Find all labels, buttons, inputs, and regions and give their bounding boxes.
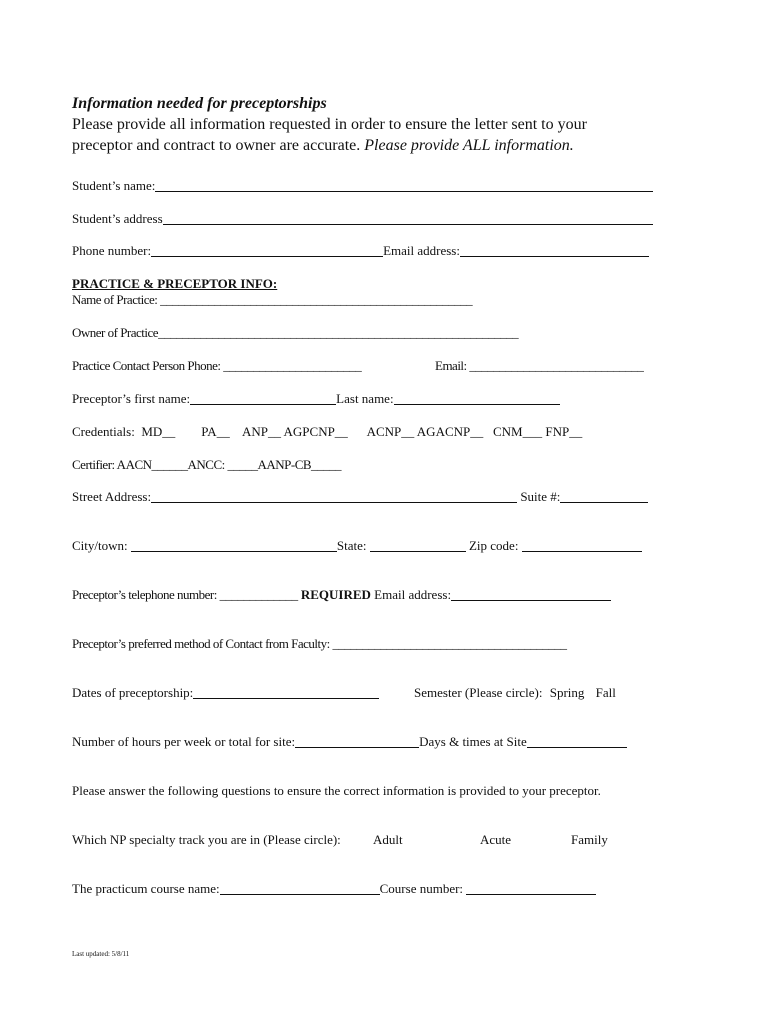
track-label: Which NP specialty track you are in (Please circle): — [72, 832, 341, 847]
practice-contact-email-label: Email: _____________________________ — [435, 358, 644, 373]
student-name-row — [72, 178, 653, 194]
email-field[interactable] — [460, 243, 649, 257]
track-option-family[interactable]: Family — [571, 832, 608, 847]
zip-field[interactable] — [522, 538, 642, 552]
form-title: Information needed for preceptorships — [72, 95, 327, 112]
practice-owner-label: Owner of Practice____________________________________________________________ — [72, 325, 519, 340]
student-name-label: Student’s name: — [72, 178, 156, 193]
preceptor-email-field[interactable] — [451, 587, 611, 601]
street-address-field[interactable] — [151, 489, 517, 503]
student-address-row — [72, 211, 653, 227]
course-name-label: The practicum course name: — [72, 881, 220, 896]
course-name-field[interactable] — [220, 881, 380, 895]
credentials-row: Credentials: MD__ PA__ ANP__ AGPCNP__ ACNP__ AGACNP__ CNM___ FNP__ — [72, 424, 583, 439]
email-label: Email address: — [383, 243, 460, 258]
student-name-field[interactable] — [155, 178, 653, 192]
state-field[interactable] — [370, 538, 466, 552]
preceptor-contact-row — [72, 587, 611, 603]
semester-option-spring[interactable]: Spring — [549, 685, 585, 700]
course-number-label: Course number: — [379, 881, 464, 896]
practice-section-header: PRACTICE & PRECEPTOR INFO: — [72, 276, 278, 291]
street-row — [72, 489, 648, 505]
phone-label: Phone number: — [72, 243, 152, 258]
intro-line-2-text: preceptor and contract to owner are accurate. — [72, 137, 361, 154]
practice-contact-phone-label: Practice Contact Person Phone: _______________________ — [72, 358, 362, 373]
preceptor-first-name-field[interactable] — [190, 391, 336, 405]
preceptor-last-name-field[interactable] — [394, 391, 560, 405]
certifier-row: Certifier: AACN______ANCC: _____AANP-CB_____ — [72, 457, 342, 472]
intro-line-1: Please provide all information requested in order to ensure the letter sent to your — [72, 116, 587, 133]
preceptor-first-name-label: Preceptor’s first name: — [72, 391, 191, 406]
state-label: State: — [336, 538, 367, 553]
questions-instruction: Please answer the following questions to ensure the correct information is provided to your preceptor. — [72, 783, 601, 798]
hours-field[interactable] — [295, 734, 419, 748]
student-address-label: Student’s address — [72, 211, 163, 226]
dates-field[interactable] — [193, 685, 379, 699]
preceptor-telephone-label: Preceptor’s telephone number: _____________ — [72, 587, 298, 602]
preceptor-last-name-label: Last name: — [336, 391, 394, 406]
required-marker: REQUIRED — [300, 587, 371, 602]
student-contact-row — [72, 243, 649, 259]
zip-label: Zip code: — [468, 538, 519, 553]
phone-field[interactable] — [151, 243, 383, 257]
city-label: City/town: — [72, 538, 128, 553]
preceptor-name-row — [72, 391, 560, 407]
dates-row — [72, 685, 379, 701]
course-number-field[interactable] — [466, 881, 596, 895]
course-row — [72, 881, 596, 897]
city-state-zip-row — [72, 538, 642, 554]
student-address-field[interactable] — [163, 211, 653, 225]
days-times-field[interactable] — [527, 734, 627, 748]
contact-method-label: Preceptor’s preferred method of Contact from Faculty: _______________________________________ — [72, 636, 567, 651]
hours-label: Number of hours per week or total for site: — [72, 734, 296, 749]
days-times-label: Days & times at Site — [419, 734, 527, 749]
city-field[interactable] — [131, 538, 337, 552]
track-option-acute[interactable]: Acute — [480, 832, 512, 847]
street-address-label: Street Address: — [72, 489, 152, 504]
semester-label: Semester (Please circle): — [414, 685, 543, 700]
intro-emphasis: Please provide ALL information. — [364, 137, 574, 154]
semester-option-fall[interactable]: Fall — [595, 685, 616, 700]
intro-line-2 — [72, 137, 574, 155]
preceptor-email-label: Email address: — [374, 587, 452, 602]
practice-name-label: Name of Practice: ____________________________________________________ — [72, 292, 473, 307]
suite-field[interactable] — [560, 489, 648, 503]
dates-label: Dates of preceptorship: — [72, 685, 194, 700]
suite-label: Suite #: — [520, 489, 561, 504]
hours-row — [72, 734, 627, 750]
semester-row — [414, 685, 616, 701]
footer-last-updated: Last updated: 5/8/11 — [72, 950, 130, 958]
track-option-adult[interactable]: Adult — [373, 832, 403, 847]
